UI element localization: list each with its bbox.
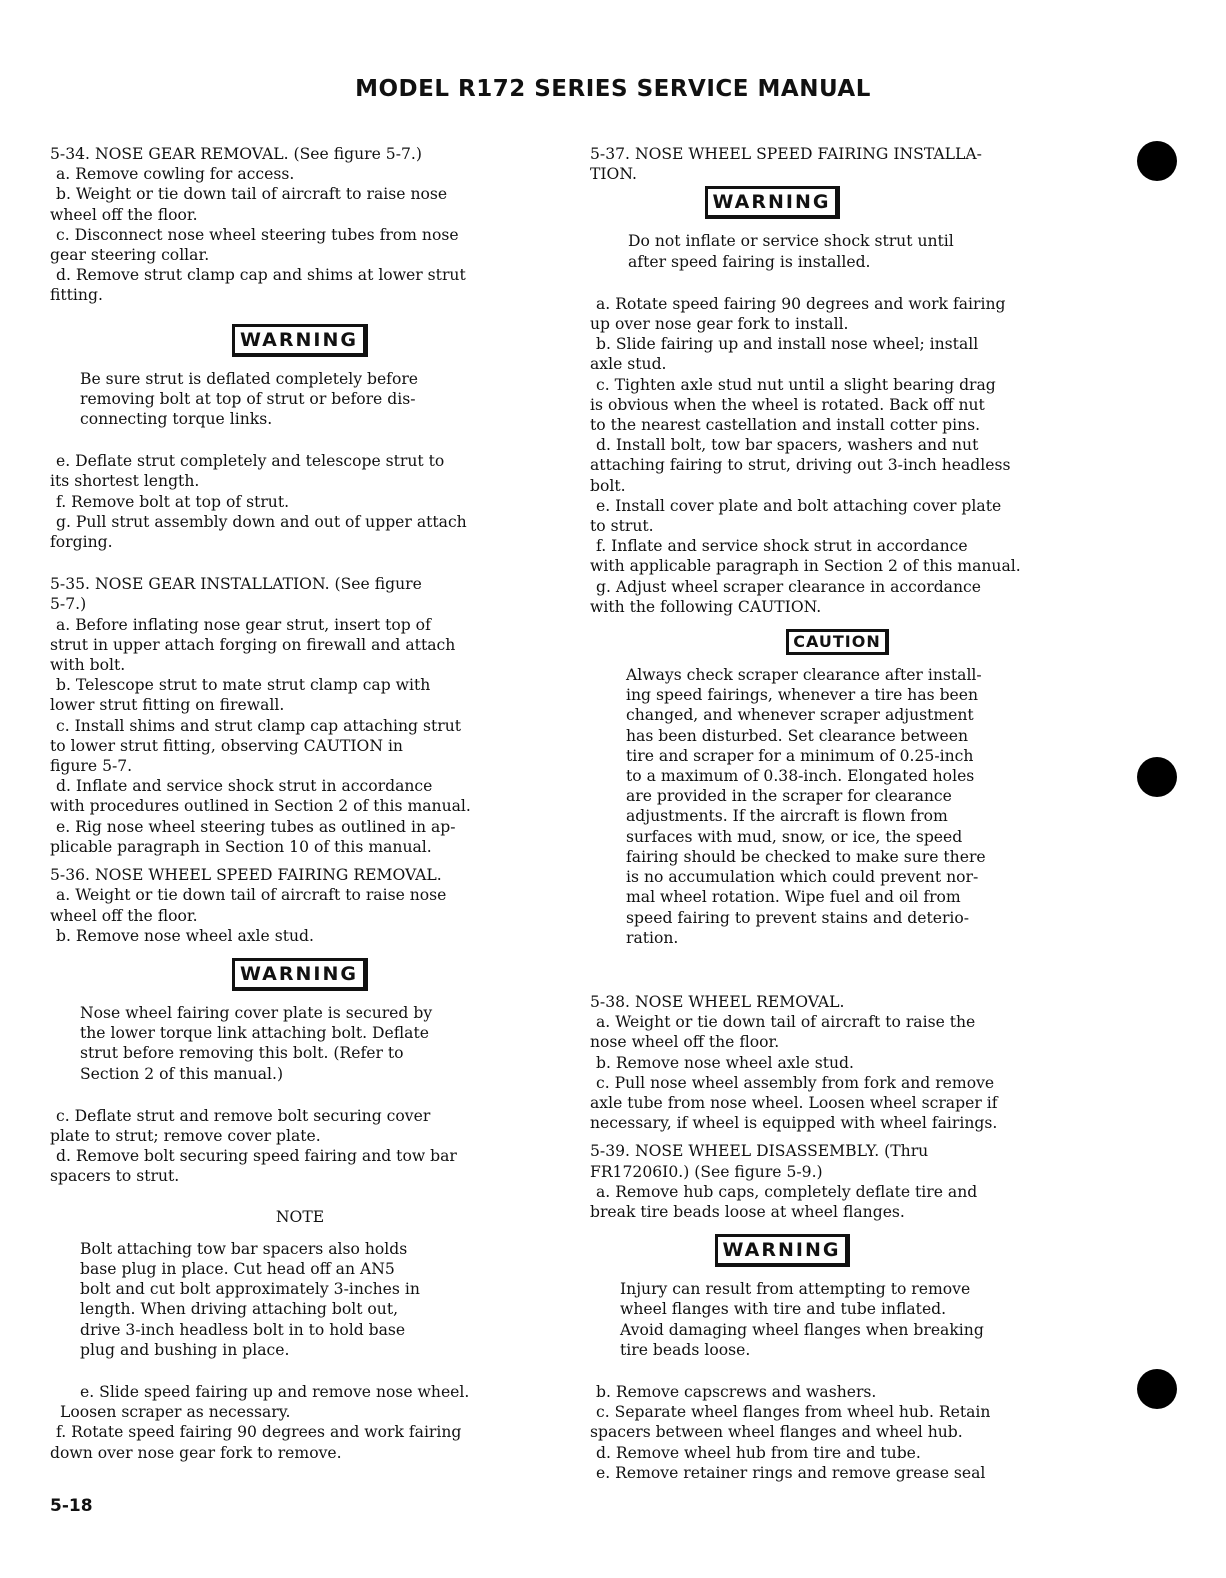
step-line: e. Install cover plate and bolt attaching cover plate xyxy=(596,496,1002,515)
warning-label-wrap xyxy=(590,186,1085,219)
note-line: drive 3-inch headless bolt in to hold base xyxy=(80,1320,406,1339)
step-line: c. Disconnect nose wheel steering tubes from nose xyxy=(56,225,459,244)
step-line: d. Remove wheel hub from tire and tube. xyxy=(596,1443,921,1462)
step-line: with bolt. xyxy=(50,656,126,675)
warning-line: the lower torque link attaching bolt. Deflate xyxy=(80,1024,429,1043)
step-line: a. Remove hub caps, completely deflate tire and xyxy=(596,1182,978,1201)
section-heading: 5-7.) xyxy=(50,595,87,614)
warning-line: Be sure strut is deflated completely before xyxy=(80,369,419,388)
step-line: figure 5-7. xyxy=(50,757,133,776)
step-line: f. Rotate speed fairing 90 degrees and work fairing xyxy=(56,1423,462,1442)
step-line: axle stud. xyxy=(590,355,667,374)
note-line: bolt and cut bolt approximately 3-inches in xyxy=(80,1280,420,1299)
step-line: b. Slide fairing up and install nose wheel; install xyxy=(596,335,979,354)
warning-line: removing bolt at top of strut or before dis- xyxy=(80,389,416,408)
step-line: a. Remove cowling for access. xyxy=(56,165,295,184)
step-line: g. Pull strut assembly down and out of upper attach xyxy=(56,512,467,531)
step-line: a. Rotate speed fairing 90 degrees and work fairing xyxy=(596,294,1006,313)
caution-label-wrap xyxy=(590,629,1085,655)
step-line: with the following CAUTION. xyxy=(590,597,822,616)
step-line: d. Inflate and service shock strut in accordance xyxy=(56,777,433,796)
warning-text xyxy=(50,1003,550,1084)
section-5-36 xyxy=(50,865,550,1463)
note-line: plug and bushing in place. xyxy=(80,1340,290,1359)
step-line: Loosen scraper as necessary. xyxy=(60,1403,291,1422)
step-line: e. Remove retainer rings and remove grease seal xyxy=(596,1463,986,1482)
note-line: length. When driving attaching bolt out, xyxy=(80,1300,399,1319)
section-heading: 5-35. NOSE GEAR INSTALLATION. (See figure xyxy=(50,575,422,594)
warning-line: tire beads loose. xyxy=(620,1340,751,1359)
caution-line: Always check scraper clearance after install- xyxy=(626,666,982,685)
warning-line: wheel flanges with tire and tube inflated. xyxy=(620,1300,947,1319)
caution-line: ration. xyxy=(626,928,679,947)
section-5-37 xyxy=(590,144,1085,948)
step-line: with procedures outlined in Section 2 of this manual. xyxy=(50,797,471,816)
section-heading: 5-37. NOSE WHEEL SPEED FAIRING INSTALLA- xyxy=(590,145,982,163)
step-line: wheel off the floor. xyxy=(50,205,198,224)
caution-line: surfaces with mud, snow, or ice, the speed xyxy=(626,827,963,846)
step-line: to lower strut fitting, observing CAUTION in xyxy=(50,736,403,755)
step-line: bolt. xyxy=(590,476,626,495)
step-line: nose wheel off the floor. xyxy=(590,1033,780,1052)
warning-text xyxy=(50,369,550,430)
caution-line: has been disturbed. Set clearance between xyxy=(626,726,968,745)
section-heading: 5-39. NOSE WHEEL DISASSEMBLY. (Thru xyxy=(590,1142,929,1161)
note-label: NOTE xyxy=(275,1207,325,1226)
caution-line: to a maximum of 0.38-inch. Elongated holes xyxy=(626,767,975,786)
caution-line: fairing should be checked to make sure there xyxy=(626,847,986,866)
note-line: base plug in place. Cut head off an AN5 xyxy=(80,1259,395,1278)
step-line: a. Before inflating nose gear strut, insert top of xyxy=(56,615,431,634)
step-line: wheel off the floor. xyxy=(50,906,198,925)
step-line: a. Weight or tie down tail of aircraft to raise nose xyxy=(56,886,447,905)
step-line: up over nose gear fork to install. xyxy=(590,315,849,334)
step-line: forging. xyxy=(50,533,113,552)
binder-hole-top xyxy=(1137,141,1177,181)
step-line: its shortest length. xyxy=(50,472,200,491)
section-5-38 xyxy=(590,992,1085,1133)
section-heading: 5-36. NOSE WHEEL SPEED FAIRING REMOVAL. xyxy=(50,866,442,885)
caution-line: speed fairing to prevent stains and deterio- xyxy=(626,908,970,927)
caution-line: tire and scraper for a minimum of 0.25-inch xyxy=(626,746,974,765)
warning-label: WARNING xyxy=(232,324,368,357)
step-line: necessary, if wheel is equipped with wheel fairings. xyxy=(590,1114,998,1133)
right-column xyxy=(590,144,1085,1483)
step-line: lower strut fitting on firewall. xyxy=(50,696,285,715)
step-line: fitting. xyxy=(50,286,103,305)
step-line: is obvious when the wheel is rotated. Back off nut xyxy=(590,395,985,414)
warning-label: WARNING xyxy=(232,958,368,991)
step-line: f. Remove bolt at top of strut. xyxy=(56,492,290,511)
step-line: to strut. xyxy=(590,517,654,536)
step-line: g. Adjust wheel scraper clearance in accordance xyxy=(596,577,981,596)
step-line: e. Deflate strut completely and telescope strut to xyxy=(56,452,445,471)
caution-line: are provided in the scraper for clearance xyxy=(626,787,952,806)
step-line: gear steering collar. xyxy=(50,246,210,265)
section-heading: TION. xyxy=(590,165,637,184)
warning-line: strut before removing this bolt. (Refer to xyxy=(80,1044,404,1063)
warning-text xyxy=(590,231,1085,271)
warning-line: Do not inflate or service shock strut until xyxy=(628,232,954,251)
step-line: b. Weight or tie down tail of aircraft to raise nose xyxy=(56,185,448,204)
step-line: f. Inflate and service shock strut in accordance xyxy=(596,537,968,556)
step-line: break tire beads loose at wheel flanges. xyxy=(590,1202,905,1221)
step-line: c. Install shims and strut clamp cap attaching strut xyxy=(56,716,462,735)
step-line: a. Weight or tie down tail of aircraft to raise the xyxy=(596,1013,976,1032)
warning-line: after speed fairing is installed. xyxy=(628,252,871,271)
warning-line: Section 2 of this manual.) xyxy=(80,1064,284,1083)
step-line: c. Separate wheel flanges from wheel hub. Retain xyxy=(596,1403,991,1422)
caution-text xyxy=(590,665,1085,948)
section-5-34 xyxy=(50,144,550,552)
section-heading: FR17206I0.) (See figure 5-9.) xyxy=(590,1162,823,1181)
step-line: d. Remove strut clamp cap and shims at lower strut xyxy=(56,266,466,285)
caution-line: is no accumulation which could prevent nor- xyxy=(626,868,979,887)
warning-text xyxy=(590,1279,1085,1360)
warning-label-wrap xyxy=(590,1234,1085,1267)
step-line: c. Pull nose wheel assembly from fork and remove xyxy=(596,1073,995,1092)
step-line: spacers to strut. xyxy=(50,1167,180,1186)
warning-label: WARNING xyxy=(715,1234,851,1267)
warning-line: connecting torque links. xyxy=(80,410,273,429)
step-line: to the nearest castellation and install cotter pins. xyxy=(590,416,981,435)
note-line: Bolt attaching tow bar spacers also holds xyxy=(80,1239,408,1258)
step-line: b. Remove nose wheel axle stud. xyxy=(56,926,314,945)
warning-line: Nose wheel fairing cover plate is secured by xyxy=(80,1003,433,1022)
warning-label: WARNING xyxy=(705,186,841,219)
page-title: MODEL R172 SERIES SERVICE MANUAL xyxy=(355,76,871,102)
step-line: c. Deflate strut and remove bolt securing cover xyxy=(56,1106,431,1125)
warning-label-wrap xyxy=(50,958,550,991)
step-line: axle tube from nose wheel. Loosen wheel scraper if xyxy=(590,1093,998,1112)
caution-line: changed, and whenever scraper adjustment xyxy=(626,706,974,725)
step-line: spacers between wheel flanges and wheel hub. xyxy=(590,1423,963,1442)
step-line: e. Rig nose wheel steering tubes as outlined in ap- xyxy=(56,817,456,836)
step-line: b. Remove nose wheel axle stud. xyxy=(596,1053,854,1072)
section-heading: 5-38. NOSE WHEEL REMOVAL. xyxy=(590,992,845,1011)
caution-label: CAUTION xyxy=(786,629,888,655)
step-line: down over nose gear fork to remove. xyxy=(50,1443,342,1462)
caution-line: mal wheel rotation. Wipe fuel and oil from xyxy=(626,888,961,907)
step-line: attaching fairing to strut, driving out 3-inch headless xyxy=(590,456,1011,475)
left-column xyxy=(50,144,550,1463)
step-line: d. Install bolt, tow bar spacers, washers and nut xyxy=(596,436,979,455)
caution-line: adjustments. If the aircraft is flown from xyxy=(626,807,948,826)
step-line: c. Tighten axle stud nut until a slight bearing drag xyxy=(596,375,996,394)
section-5-39 xyxy=(590,1141,1085,1483)
warning-label-wrap xyxy=(50,324,550,357)
binder-hole-bottom xyxy=(1137,1369,1177,1409)
page-number: 5-18 xyxy=(50,1496,93,1516)
step-line: plate to strut; remove cover plate. xyxy=(50,1126,321,1145)
section-heading: 5-34. NOSE GEAR REMOVAL. (See figure 5-7.) xyxy=(50,145,422,163)
warning-line: Injury can result from attempting to remove xyxy=(620,1280,971,1299)
step-line: strut in upper attach forging on firewall and attach xyxy=(50,635,456,654)
binder-hole-middle xyxy=(1137,757,1177,797)
caution-line: ing speed fairings, whenever a tire has been xyxy=(626,686,979,705)
step-line: b. Remove capscrews and washers. xyxy=(596,1382,877,1401)
note-text xyxy=(50,1239,550,1360)
warning-line: Avoid damaging wheel flanges when breaking xyxy=(620,1320,984,1339)
step-line: plicable paragraph in Section 10 of this manual. xyxy=(50,837,432,856)
step-line: e. Slide speed fairing up and remove nose wheel. xyxy=(80,1382,470,1401)
step-line: d. Remove bolt securing speed fairing and tow bar xyxy=(56,1147,457,1166)
section-5-35 xyxy=(50,574,550,857)
step-line: b. Telescope strut to mate strut clamp cap with xyxy=(56,676,431,695)
step-line: with applicable paragraph in Section 2 of this manual. xyxy=(590,557,1021,576)
